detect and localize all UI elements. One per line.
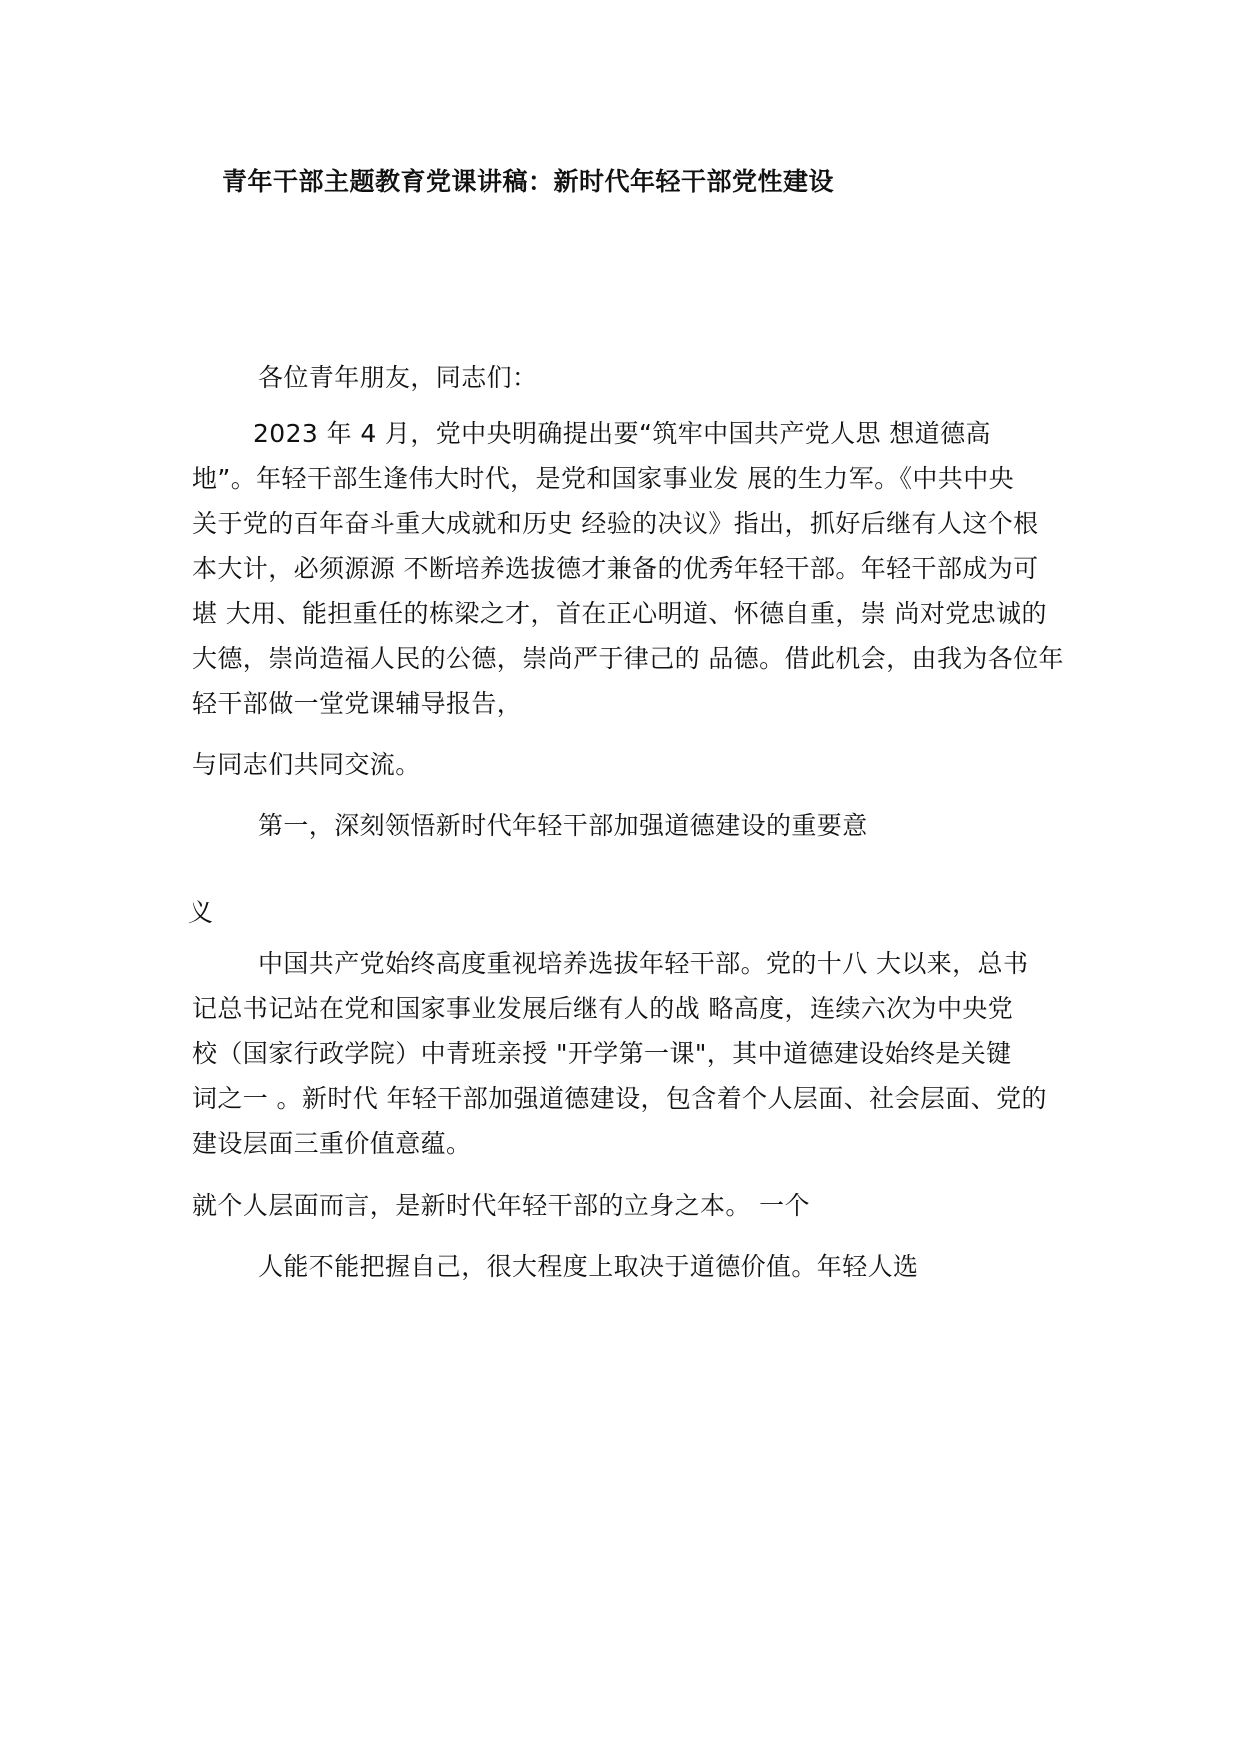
paragraph-line: 人能不能把握自己，很大程度上取决于道德价值。年轻人选 bbox=[258, 1252, 919, 1281]
paragraph-line: 关于党的百年奋斗重大成就和历史 经验的决议》指出，抓好后继有人这个根 bbox=[192, 509, 1039, 538]
paragraph-line: 地”。年轻干部生逢伟大时代，是党和国家事业发 展的生力军。《中共中央 bbox=[192, 464, 1015, 493]
paragraph-line: 就个人层面而言，是新时代年轻干部的立身之本。 一个 bbox=[192, 1191, 810, 1220]
paragraph-line: 本大计，必须源源 不断培养选拔德才兼备的优秀年轻干部。年轻干部成为可 bbox=[192, 554, 1039, 583]
paragraph-line: 建设层面三重价值意蕴。 bbox=[192, 1129, 472, 1158]
paragraph-line: 堪 大用、能担重任的栋梁之才，首在正心明道、怀德自重，崇 尚对党忠诚的 bbox=[192, 599, 1047, 628]
paragraph-line: 2023 年 4 月，党中央明确提出要“筑牢中国共产党人思 想道德高 bbox=[253, 419, 991, 448]
paragraph-line: 与同志们共同交流。 bbox=[192, 750, 421, 779]
paragraph-line: 中国共产党始终高度重视培养选拔年轻干部。党的十八 大以来，总书 bbox=[258, 949, 1029, 978]
document-title: 青年干部主题教育党课讲稿：新时代年轻干部党性建设 bbox=[222, 167, 835, 196]
section-heading-line: 第一，深刻领悟新时代年轻干部加强道德建设的重要意 bbox=[258, 811, 868, 840]
paragraph-line: 词之一 。新时代 年轻干部加强道德建设，包含着个人层面、社会层面、党的 bbox=[192, 1084, 1047, 1113]
paragraph-line: 大德，崇尚造福人民的公德，崇尚严于律己的 品德。借此机会，由我为各位年 bbox=[192, 644, 1064, 673]
section-heading-line: 义 bbox=[188, 898, 214, 927]
salutation: 各位青年朋友，同志们： bbox=[258, 363, 538, 392]
paragraph-line: 轻干部做一堂党课辅导报告， bbox=[192, 689, 523, 718]
paragraph-line: 校（国家行政学院）中青班亲授 "开学第一课"，其中道德建设始终是关键 bbox=[192, 1039, 1012, 1068]
paragraph-line: 记总书记站在党和国家事业发展后继有人的战 略高度，连续六次为中央党 bbox=[192, 994, 1014, 1023]
